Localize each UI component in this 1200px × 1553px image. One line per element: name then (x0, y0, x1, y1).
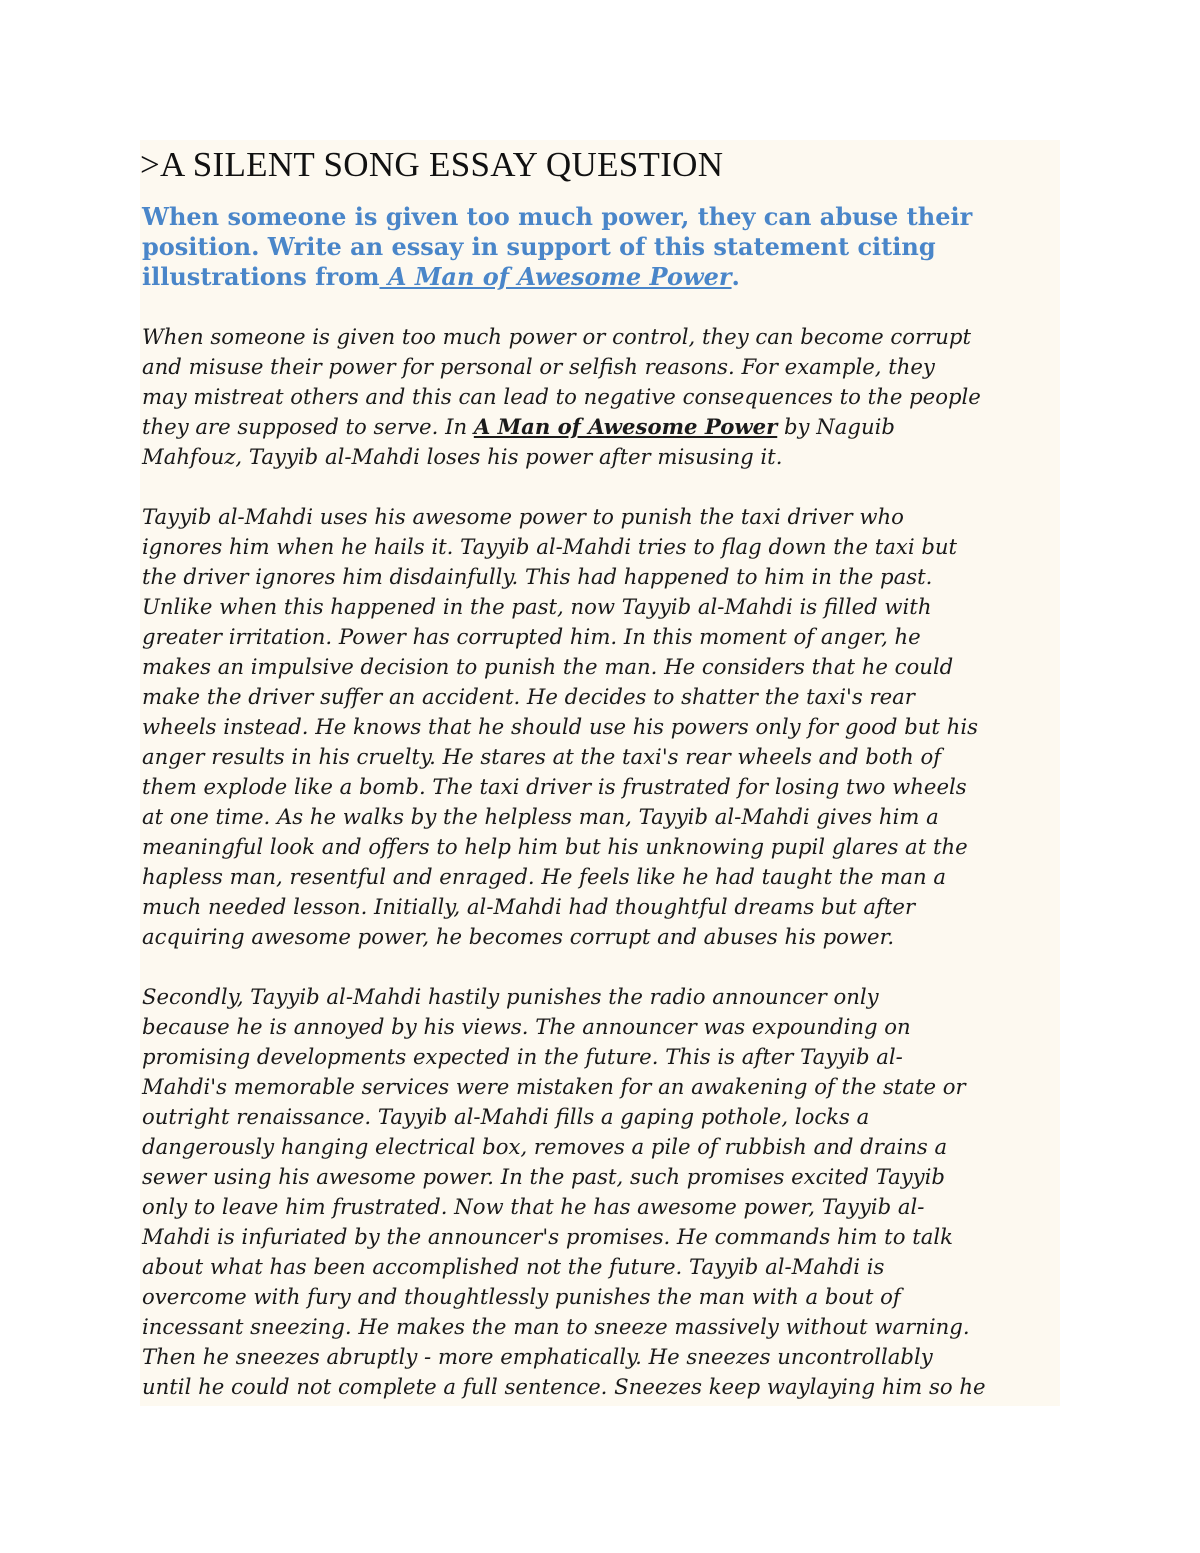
paragraph-line: Mahdi's memorable services were mistaken for an awakening of the state or (142, 1074, 966, 1099)
paragraph-line: until he could not complete a full sentence. Sneezes keep waylaying him so he (142, 1374, 986, 1399)
intro-line: and misuse their power for personal or selfish reasons. For example, they (142, 354, 935, 379)
paragraph-line: make the driver suffer an accident. He decides to shatter the taxi's rear (142, 684, 915, 709)
question-line-3-prefix: illustrations from (142, 262, 380, 291)
paragraph-line: dangerously hanging electrical box, removes a pile of rubbish and drains a (142, 1134, 948, 1159)
paragraph-line: overcome with fury and thoughtlessly punishes the man with a bout of (142, 1284, 901, 1309)
document-page (140, 140, 1060, 1406)
book-title: A Man of Awesome Power (473, 414, 778, 439)
question-line-3-suffix: . (731, 262, 740, 291)
intro-line: may mistreat others and this can lead to negative consequences to the people (142, 384, 981, 409)
paragraph-line: the driver ignores him disdainfully. This had happened to him in the past. (142, 564, 933, 589)
paragraph-line: at one time. As he walks by the helpless man, Tayyib al-Mahdi gives him a (142, 804, 939, 829)
question-line-1: When someone is given too much power, they can abuse their (142, 202, 973, 231)
paragraph-line: them explode like a bomb. The taxi driver is frustrated for losing two wheels (142, 774, 967, 799)
paragraph-line: ignores him when he hails it. Tayyib al-Mahdi tries to flag down the taxi but (142, 534, 958, 559)
paragraph-line: about what has been accomplished not the future. Tayyib al-Mahdi is (142, 1254, 885, 1279)
paragraph-line: much needed lesson. Initially, al-Mahdi had thoughtful dreams but after (142, 894, 916, 919)
paragraph-line: Unlike when this happened in the past, now Tayyib al-Mahdi is filled with (142, 594, 932, 619)
paragraph-line: Mahdi is infuriated by the announcer's promises. He commands him to talk (142, 1224, 953, 1249)
intro-line-prefix: they are supposed to serve. In (142, 414, 474, 439)
paragraph-line: makes an impulsive decision to punish the man. He considers that he could (142, 654, 954, 679)
paragraph-line: incessant sneezing. He makes the man to sneeze massively without warning. (142, 1314, 970, 1339)
essay-question (142, 202, 1060, 292)
paragraph-line: hapless man, resentful and enraged. He feels like he had taught the man a (142, 864, 946, 889)
intro-paragraph (142, 322, 1060, 472)
paragraph-line: Tayyib al-Mahdi uses his awesome power to punish the taxi driver who (142, 504, 904, 529)
intro-line: Mahfouz, Tayyib al-Mahdi loses his power after misusing it. (142, 444, 783, 469)
intro-line (142, 412, 1060, 442)
paragraph-line: acquiring awesome power, he becomes corrupt and abuses his power. (142, 924, 895, 949)
taxi-paragraph (142, 502, 1060, 952)
question-line-3 (142, 262, 1060, 292)
paragraph-line: wheels instead. He knows that he should use his powers only for good but his (142, 714, 978, 739)
paragraph-line: Secondly, Tayyib al-Mahdi hastily punishes the radio announcer only (142, 984, 879, 1009)
intro-line: When someone is given too much power or control, they can become corrupt (142, 324, 971, 349)
paragraph-line: meaningful look and offers to help him but his unknowing pupil glares at the (142, 834, 968, 859)
paragraph-line: Then he sneezes abruptly - more emphatically. He sneezes uncontrollably (142, 1344, 933, 1369)
paragraph-line: promising developments expected in the future. This is after Tayyib al- (142, 1044, 903, 1069)
paragraph-line: only to leave him frustrated. Now that he has awesome power, Tayyib al- (142, 1194, 925, 1219)
page-title: >A SILENT SONG ESSAY QUESTION (140, 145, 724, 184)
paragraph-line: because he is annoyed by his views. The announcer was expounding on (142, 1014, 911, 1039)
intro-line-suffix: by Naguib (777, 414, 895, 439)
paragraph-line: sewer using his awesome power. In the past, such promises excited Tayyib (142, 1164, 945, 1189)
radio-paragraph (142, 982, 1060, 1402)
question-line-2: position. Write an essay in support of this statement citing (142, 232, 936, 261)
paragraph-line: greater irritation. Power has corrupted him. In this moment of anger, he (142, 624, 921, 649)
paragraph-line: outright renaissance. Tayyib al-Mahdi fills a gaping pothole, locks a (142, 1104, 870, 1129)
paragraph-line: anger results in his cruelty. He stares at the taxi's rear wheels and both of (142, 744, 942, 769)
essay-body (142, 322, 1060, 1402)
book-title-link[interactable]: A Man of Awesome Power (379, 262, 732, 291)
